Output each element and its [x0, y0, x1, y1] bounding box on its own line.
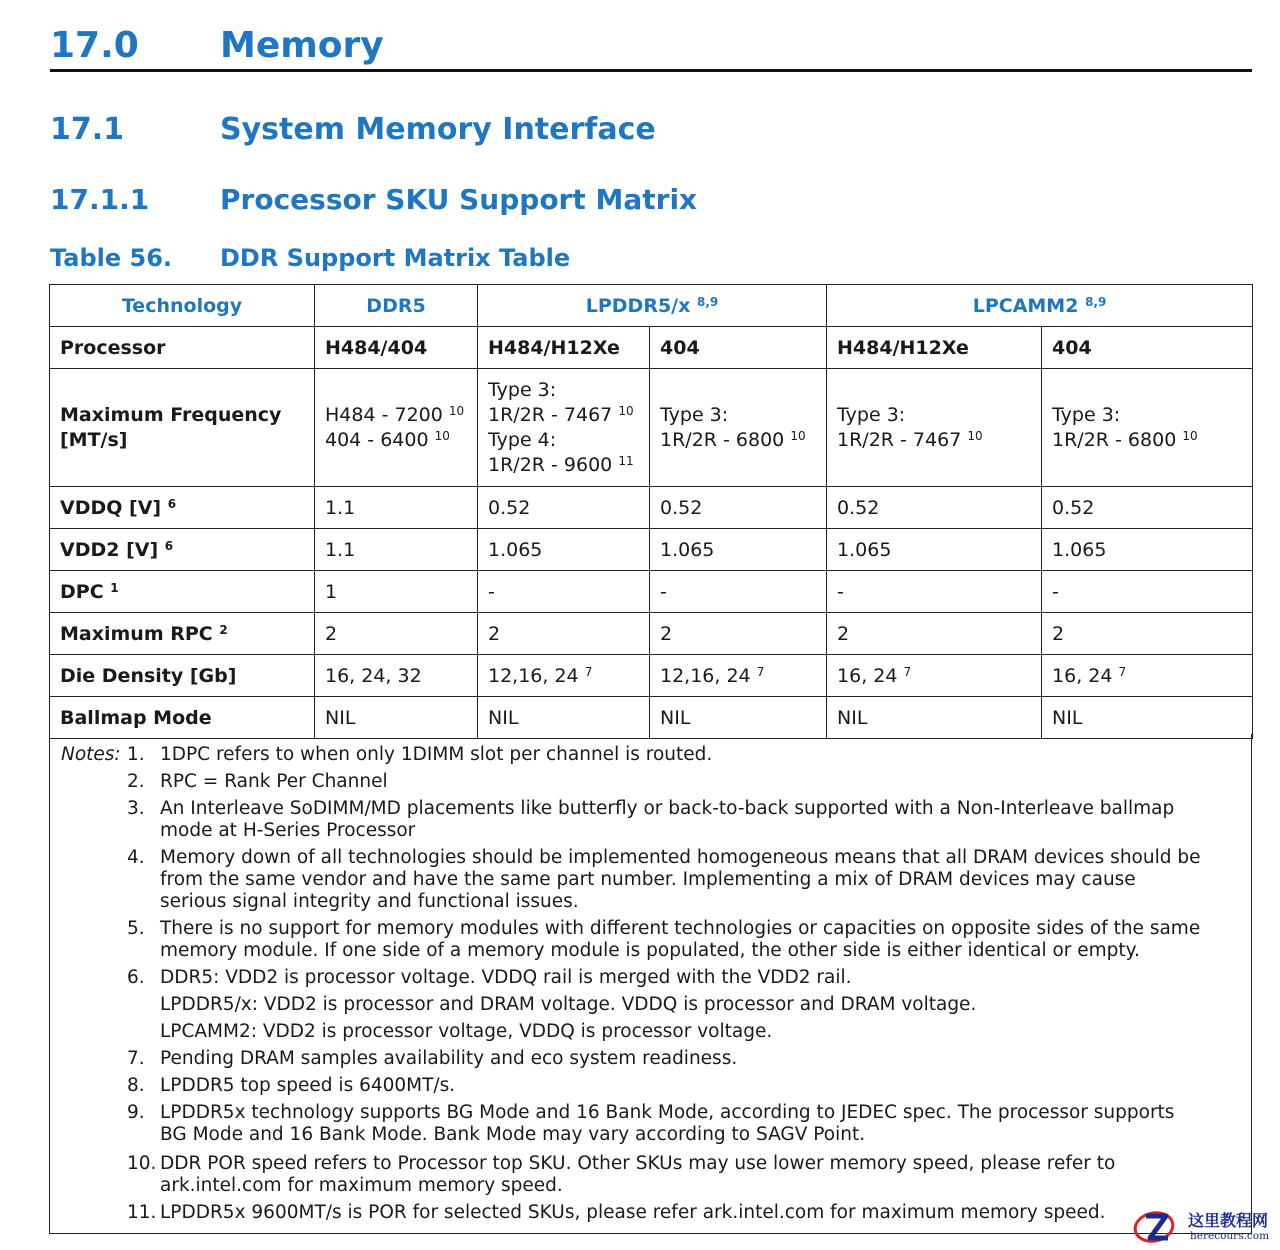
- cell-text: 1R/2R - 7467: [837, 428, 962, 451]
- table-cell: 404: [650, 327, 827, 369]
- table-cell: [650, 487, 827, 529]
- footnote-ref: 2: [219, 622, 228, 637]
- note-item: [127, 771, 1217, 793]
- header-label: LPCAMM2: [972, 294, 1079, 317]
- table-cell: [478, 529, 650, 571]
- cell-text: -: [1052, 580, 1059, 603]
- table-cell: H484/H12Xe: [478, 327, 650, 369]
- cell-line: Type 3:: [837, 403, 906, 426]
- section-number: 17.0: [50, 25, 139, 66]
- table-cell: [650, 571, 827, 613]
- note-item: [127, 798, 1217, 842]
- table-cell: [650, 369, 827, 487]
- cell-text: 0.52: [837, 496, 880, 519]
- table-row-max-frequency: [50, 369, 1253, 487]
- header-lpddr5x: [478, 285, 827, 327]
- note-text: BG Mode and 16 Bank Mode. Bank Mode may vary according to SAGV Point.: [160, 1124, 866, 1145]
- note-text: serious signal integrity and functional issues.: [160, 891, 579, 912]
- note-text: There is no support for memory modules with different technologies or capacities on opposite sides of the same: [160, 918, 1201, 939]
- table-cell: [1042, 487, 1253, 529]
- cell-line: Type 4:: [488, 428, 557, 451]
- cell-text: NIL: [325, 706, 356, 729]
- cell-text: 1.1: [325, 538, 356, 561]
- footnote-ref: 7: [903, 664, 912, 679]
- cell-text: 1.065: [837, 538, 892, 561]
- header-label: DDR5: [366, 294, 426, 317]
- cell-text: 2: [325, 622, 338, 645]
- section-heading-17-1-1: [50, 182, 1050, 218]
- table-header-row: [50, 285, 1253, 327]
- table-row: [50, 487, 1253, 529]
- footnote-ref: 11: [618, 453, 634, 468]
- footnote-ref: 8,9: [1085, 294, 1107, 309]
- table-cell: [1042, 529, 1253, 571]
- row-label: Processor: [50, 327, 315, 369]
- cell-text: 16, 24: [837, 664, 898, 687]
- note-number: 11.: [127, 1202, 157, 1223]
- table-cell: [827, 613, 1042, 655]
- note-text: 1DPC refers to when only 1DIMM slot per channel is routed.: [160, 744, 713, 765]
- row-label: [50, 571, 315, 613]
- table-cell: H484/H12Xe: [827, 327, 1042, 369]
- footnote-ref: 10: [967, 428, 983, 443]
- footnote-ref: 8,9: [697, 294, 719, 309]
- section-title: Memory: [220, 25, 384, 66]
- cell-text: 2: [837, 622, 850, 645]
- watermark-url: herecours.com: [1190, 1230, 1270, 1242]
- section-heading-17-0: [50, 24, 1252, 72]
- table-cell: [315, 655, 478, 697]
- note-text: memory module. If one side of a memory module is populated, the other side is either identical or empty.: [160, 940, 1140, 961]
- note-text: An Interleave SoDIMM/MD placements like butterfly or back-to-back supported with a Non-Interleave ballmap: [160, 798, 1175, 819]
- table-cell: [827, 369, 1042, 487]
- footnote-ref: 10: [1182, 428, 1198, 443]
- cell-text: 1R/2R - 6800: [660, 428, 785, 451]
- note-item: [127, 1102, 1217, 1146]
- table-cell: [315, 487, 478, 529]
- footnote-ref: 6: [164, 538, 174, 553]
- footnote-ref: 7: [1118, 664, 1127, 679]
- cell-line: [1052, 428, 1242, 453]
- cell-text: 1: [325, 580, 338, 603]
- cell-text: 404 - 6400: [325, 428, 429, 451]
- cell-text: 12,16, 24: [660, 664, 751, 687]
- note-number: 9.: [127, 1102, 145, 1123]
- table-row-processor: [50, 327, 1253, 369]
- cell-text: 2: [660, 622, 673, 645]
- row-label-line: Maximum Frequency: [60, 403, 282, 426]
- footnote-ref: 10: [618, 403, 634, 418]
- note-item: [127, 918, 1217, 962]
- row-label: [50, 655, 315, 697]
- row-label-text: DPC: [60, 580, 104, 603]
- cell-text: 2: [488, 622, 501, 645]
- cell-text: 0.52: [488, 496, 531, 519]
- note-item: [127, 1021, 1217, 1043]
- note-text: Pending DRAM samples availability and eco system readiness.: [160, 1048, 738, 1069]
- footnote-ref: 10: [448, 403, 465, 418]
- cell-text: NIL: [1052, 706, 1083, 729]
- cell-text: -: [660, 580, 667, 603]
- header-ddr5: [315, 285, 478, 327]
- note-item: [127, 967, 1217, 989]
- note-item: [127, 1153, 1217, 1197]
- note-text: LPDDR5x technology supports BG Mode and 16 Bank Mode, according to JEDEC spec. The processor supports: [160, 1102, 1175, 1123]
- note-text: LPDDR5 top speed is 6400MT/s.: [160, 1075, 456, 1096]
- cell-line: [325, 403, 467, 428]
- table-cell: [650, 613, 827, 655]
- row-label: [50, 369, 315, 487]
- cell-text: 2: [1052, 622, 1065, 645]
- row-label-text: Die Density [Gb]: [60, 664, 237, 687]
- cell-text: NIL: [837, 706, 868, 729]
- row-label-text: Ballmap Mode: [60, 706, 212, 729]
- row-label-text: VDD2 [V]: [60, 538, 159, 561]
- note-text: LPCAMM2: VDD2 is processor voltage, VDDQ is processor voltage.: [160, 1021, 773, 1042]
- row-label-line: [MT/s]: [60, 428, 128, 451]
- cell-text: 16, 24, 32: [325, 664, 422, 687]
- table-cell: [1042, 369, 1253, 487]
- table-cell: [1042, 655, 1253, 697]
- cell-text: 1R/2R - 6800: [1052, 428, 1177, 451]
- header-lpcamm2: [827, 285, 1253, 327]
- note-item: [127, 994, 1217, 1016]
- ddr-support-matrix-table: [49, 284, 1253, 739]
- cell-text: 12,16, 24: [488, 664, 579, 687]
- note-text: DDR POR speed refers to Processor top SKU. Other SKUs may use lower memory speed, please refer to: [160, 1153, 1116, 1174]
- footnote-ref: 7: [756, 664, 765, 679]
- section-title: Processor SKU Support Matrix: [220, 183, 698, 216]
- table-cell: [827, 655, 1042, 697]
- header-label: Technology: [121, 294, 243, 317]
- cell-line: Type 3:: [660, 403, 729, 426]
- header-label: LPDDR5/x: [585, 294, 691, 317]
- table-title: DDR Support Matrix Table: [220, 244, 571, 272]
- table-cell: [478, 613, 650, 655]
- cell-text: NIL: [488, 706, 519, 729]
- notes-label: Notes:: [61, 744, 121, 765]
- note-text: Memory down of all technologies should be implemented homogeneous means that all DRAM devices should be: [160, 847, 1201, 868]
- table-row: [50, 571, 1253, 613]
- cell-line: [488, 453, 639, 478]
- table-body: [50, 487, 1253, 739]
- row-label: [50, 529, 315, 571]
- table-cell: [1042, 571, 1253, 613]
- note-text: mode at H-Series Processor: [160, 820, 416, 841]
- note-text: ark.intel.com for maximum memory speed.: [160, 1175, 563, 1196]
- note-number: 6.: [127, 967, 145, 988]
- table-cell: [315, 571, 478, 613]
- note-number: 8.: [127, 1075, 145, 1096]
- table-cell: [315, 613, 478, 655]
- table-cell: [478, 571, 650, 613]
- table-cell: [478, 487, 650, 529]
- table-cell: [650, 655, 827, 697]
- footnote-ref: 10: [434, 428, 450, 443]
- table-cell: [1042, 697, 1253, 739]
- table-cell: [827, 697, 1042, 739]
- note-number: 1.: [127, 744, 145, 765]
- table-number: Table 56.: [50, 244, 173, 272]
- note-item: [127, 744, 1217, 766]
- watermark-text: 这里教程网: [1188, 1211, 1269, 1230]
- note-number: 3.: [127, 798, 145, 819]
- table-cell: [650, 529, 827, 571]
- table-cell: [827, 487, 1042, 529]
- note-number: 5.: [127, 918, 145, 939]
- cell-text: -: [837, 580, 844, 603]
- row-label: [50, 487, 315, 529]
- watermark-logo: [1132, 1206, 1280, 1250]
- cell-line: [837, 428, 1031, 453]
- note-number: 2.: [127, 771, 145, 792]
- footnote-ref: 7: [584, 664, 593, 679]
- table-cell: [827, 529, 1042, 571]
- table-caption: [50, 244, 1050, 272]
- section-number: 17.1: [50, 112, 125, 147]
- cell-text: NIL: [660, 706, 691, 729]
- table-cell: [1042, 613, 1253, 655]
- table-cell: H484/404: [315, 327, 478, 369]
- note-item: [127, 1075, 1217, 1097]
- cell-text: 16, 24: [1052, 664, 1113, 687]
- cell-text: 1R/2R - 7467: [488, 403, 613, 426]
- note-number: 10.: [127, 1153, 157, 1174]
- note-number: 4.: [127, 847, 145, 868]
- table-cell: [478, 369, 650, 487]
- table-row: [50, 697, 1253, 739]
- note-text: LPDDR5/x: VDD2 is processor and DRAM voltage. VDDQ is processor and DRAM voltage.: [160, 994, 977, 1015]
- table-cell: [478, 655, 650, 697]
- table-cell: [478, 697, 650, 739]
- cell-text: -: [488, 580, 495, 603]
- row-label: [50, 697, 315, 739]
- footnote-ref: 6: [167, 496, 177, 511]
- section-heading-17-1: [50, 110, 1050, 150]
- note-item: [127, 1048, 1217, 1070]
- footnote-ref: 10: [790, 428, 806, 443]
- table-cell: [315, 369, 478, 487]
- cell-text: 1.1: [325, 496, 356, 519]
- table-cell: [650, 697, 827, 739]
- cell-text: 0.52: [1052, 496, 1095, 519]
- cell-line: [660, 428, 816, 453]
- cell-text: 1.065: [488, 538, 543, 561]
- footnote-ref: 1: [110, 580, 119, 595]
- table-row: [50, 529, 1253, 571]
- header-technology: [50, 285, 315, 327]
- note-item: [127, 1202, 1217, 1224]
- table-row: [50, 613, 1253, 655]
- section-number: 17.1.1: [50, 183, 150, 216]
- section-title: System Memory Interface: [220, 112, 656, 147]
- table-cell: [315, 529, 478, 571]
- table-notes: [49, 734, 1252, 1234]
- cell-text: 1.065: [1052, 538, 1107, 561]
- table-cell: 404: [1042, 327, 1253, 369]
- cell-text: H484 - 7200: [325, 403, 443, 426]
- row-label-text: Maximum RPC: [60, 622, 213, 645]
- note-item: [127, 847, 1217, 913]
- note-text: DDR5: VDD2 is processor voltage. VDDQ rail is merged with the VDD2 rail.: [160, 967, 852, 988]
- note-text: RPC = Rank Per Channel: [160, 771, 388, 792]
- cell-text: 1.065: [660, 538, 715, 561]
- row-label: [50, 613, 315, 655]
- cell-line: Type 3:: [488, 378, 557, 401]
- cell-line: [325, 428, 467, 453]
- table-cell: [315, 697, 478, 739]
- table-cell: [827, 571, 1042, 613]
- cell-line: [488, 403, 639, 428]
- cell-text: 1R/2R - 9600: [488, 453, 613, 476]
- cell-text: 0.52: [660, 496, 703, 519]
- logo-icon: [1132, 1206, 1180, 1246]
- row-label-text: VDDQ [V]: [60, 496, 162, 519]
- table-row: [50, 655, 1253, 697]
- note-text: from the same vendor and have the same part number. Implementing a mix of DRAM devices may cause: [160, 869, 1136, 890]
- cell-line: Type 3:: [1052, 403, 1121, 426]
- note-number: 7.: [127, 1048, 145, 1069]
- note-text: LPDDR5x 9600MT/s is POR for selected SKUs, please refer ark.intel.com for maximum memory speed.: [160, 1202, 1106, 1223]
